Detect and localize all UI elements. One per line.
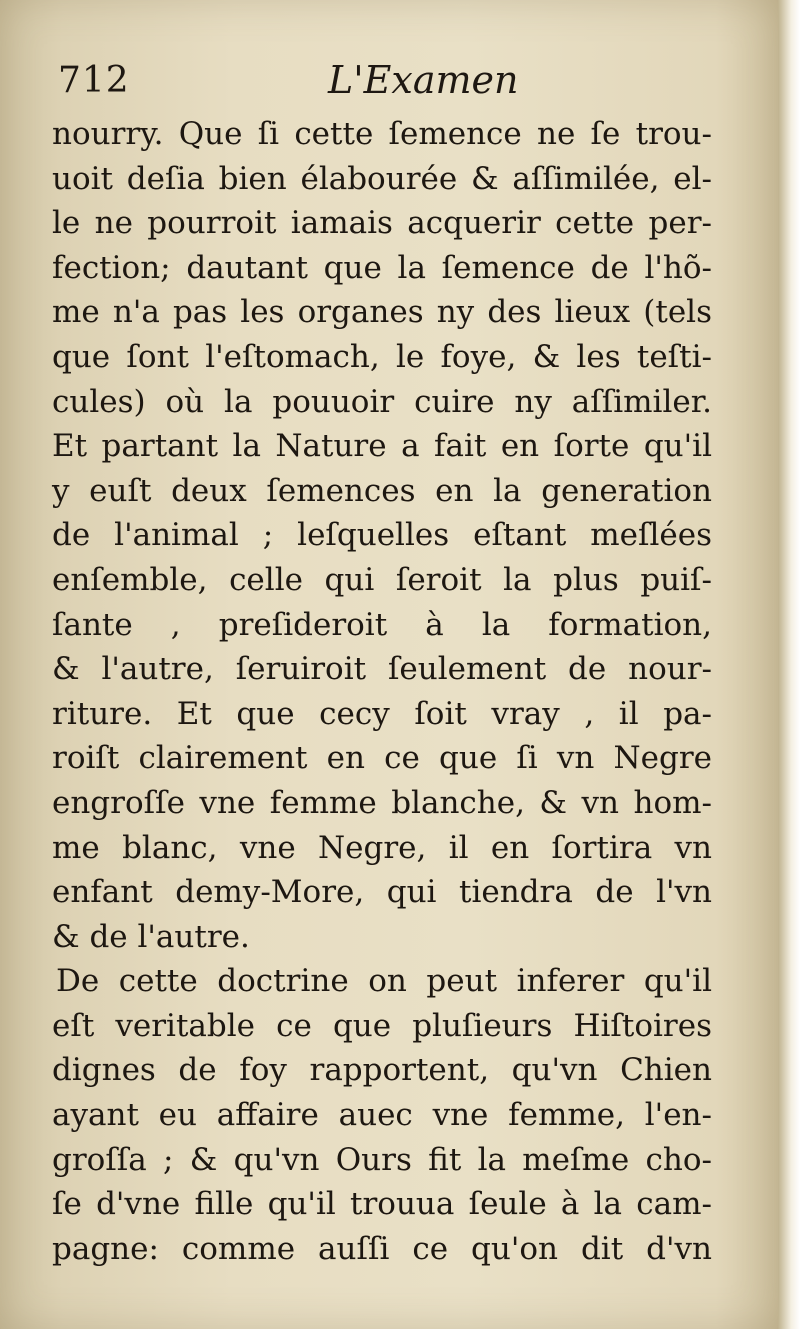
text-line: ſe d'vne fille qu'il trouua ſeule à la cam-	[52, 1186, 712, 1223]
text-line: Et partant la Nature a fait en ſorte qu'il	[52, 428, 712, 465]
text-line: groſſa ; & qu'vn Ours fit la meſme cho-	[52, 1141, 712, 1178]
text-line: ayant eu affaire auec vne femme, l'en-	[52, 1097, 712, 1134]
text-line: enſemble, celle qui ſeroit la plus puiſ-	[52, 561, 712, 598]
text-line: uoit deſia bien élabourée & aſſimilée, el-	[52, 160, 712, 197]
text-line: & de l'autre.	[52, 918, 250, 955]
page-header	[58, 52, 708, 112]
text-line: que ſont l'eſtomach, le foye, & les teſti-	[52, 338, 712, 375]
text-line: engroſſe vne femme blanche, & vn hom-	[52, 784, 712, 821]
text-line: de l'animal ; leſquelles eſtant meſlées	[52, 517, 712, 554]
text-line: me blanc, vne Negre, il en ſortira vn	[52, 829, 712, 866]
text-line: me n'a pas les organes ny des lieux (tels	[52, 294, 712, 331]
text-line: nourry. Que ſi cette ſemence ne ſe trou-	[52, 116, 712, 152]
text-line: riture. Et que cecy ſoit vray , il pa-	[52, 695, 712, 732]
text-line: fection; dautant que la ſemence de l'hõ-	[52, 249, 712, 286]
text-line: cules) où la pouuoir cuire ny aſſimiler.	[52, 383, 712, 420]
text-line: dignes de foy rapportent, qu'vn Chien	[52, 1052, 712, 1089]
text-line: le ne pourroit iamais acquerir cette per-	[52, 205, 712, 242]
page-number: 712	[58, 60, 130, 101]
text-line: pagne: comme auſſi ce qu'on dit d'vn	[52, 1230, 712, 1267]
text-line: & l'autre, ſeruiroit ſeulement de nour-	[52, 651, 712, 688]
running-title: L'Examen	[328, 58, 519, 102]
text-line: y euſt deux ſemences en la generation	[52, 472, 712, 509]
text-line: eſt veritable ce que pluſieurs Hiſtoires	[52, 1007, 712, 1044]
text-line: De cette doctrine on peut inferer qu'il	[56, 963, 712, 1000]
body-text	[52, 112, 712, 1271]
text-line: ſante , preſideroit à la formation,	[52, 606, 712, 643]
text-line: enfant demy-More, qui tiendra de l'vn	[52, 874, 712, 911]
page-edge	[778, 0, 800, 1329]
text-line: roiſt clairement en ce que ſi vn Negre	[52, 740, 712, 777]
